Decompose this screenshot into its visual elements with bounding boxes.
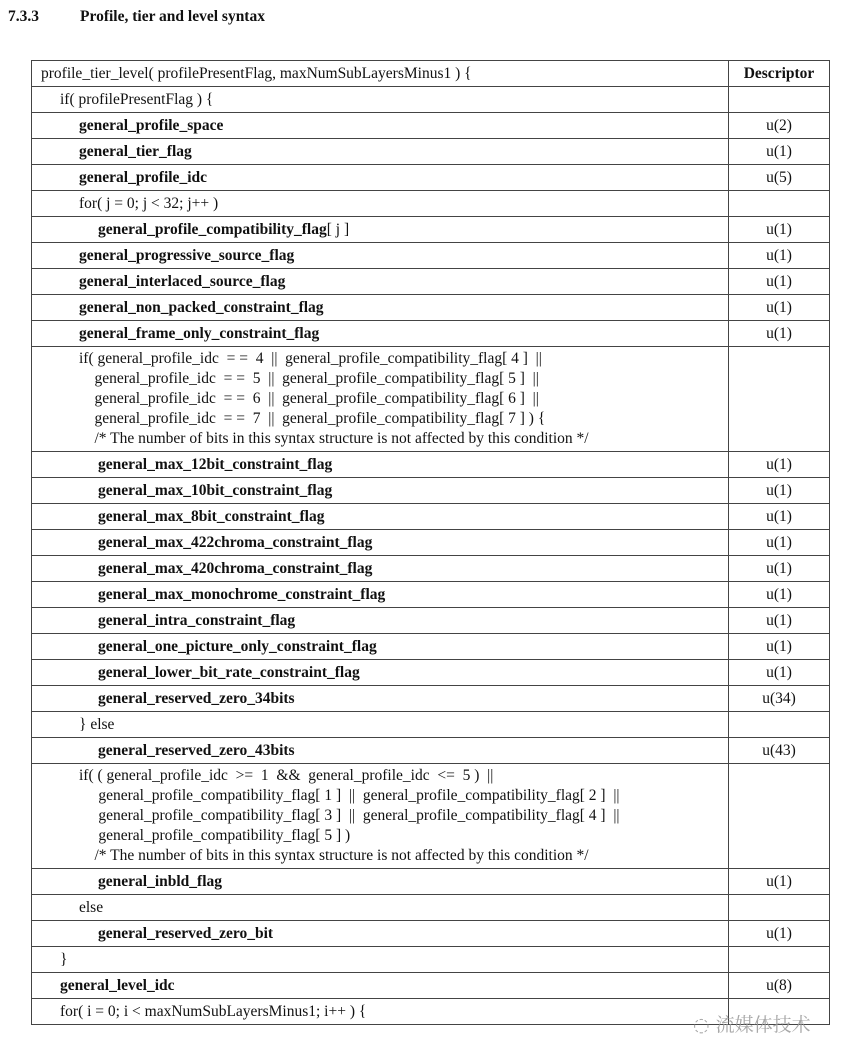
syntax-element: general_non_packed_constraint_flag	[79, 298, 324, 316]
syntax-cell	[32, 530, 729, 556]
syntax-table	[31, 60, 830, 1025]
syntax-cell	[32, 764, 729, 869]
syntax-element: general_inbld_flag	[98, 872, 223, 890]
syntax-element: general_max_12bit_constraint_flag	[98, 455, 333, 473]
section-number: 7.3.3	[8, 8, 39, 25]
syntax-cell	[32, 973, 729, 999]
table-row	[32, 686, 830, 712]
table-row	[32, 660, 830, 686]
syntax-element: general_frame_only_constraint_flag	[79, 324, 320, 342]
syntax-line: general_profile_idc = = 5 || general_profile_compatibility_flag[ 5 ] ||	[79, 370, 539, 387]
section-title: Profile, tier and level syntax	[80, 8, 265, 25]
table-row	[32, 165, 830, 191]
syntax-line: if( ( general_profile_idc >= 1 && general_profile_idc <= 5 ) ||	[79, 767, 494, 784]
table-row	[32, 295, 830, 321]
syntax-cell	[32, 139, 729, 165]
table-row	[32, 113, 830, 139]
syntax-header: profile_tier_level( profilePresentFlag, maxNumSubLayersMinus1 ) {	[32, 61, 729, 87]
wechat-icon: ◌	[693, 1014, 716, 1036]
descriptor-cell: u(43)	[729, 738, 830, 764]
syntax-element: general_one_picture_only_constraint_flag	[98, 637, 377, 655]
syntax-element: else	[79, 898, 104, 916]
syntax-cell	[32, 634, 729, 660]
syntax-cell	[32, 921, 729, 947]
syntax-element: general_max_8bit_constraint_flag	[98, 507, 325, 525]
descriptor-cell: u(1)	[729, 660, 830, 686]
syntax-element: for( j = 0; j < 32; j++ )	[79, 194, 219, 212]
descriptor-cell: u(2)	[729, 113, 830, 139]
syntax-line: general_profile_compatibility_flag[ 5 ] )	[79, 827, 351, 844]
syntax-element: general_reserved_zero_bit	[98, 924, 274, 942]
syntax-line: if( general_profile_idc = = 4 || general_profile_compatibility_flag[ 4 ] ||	[79, 350, 542, 367]
syntax-line: general_profile_idc = = 6 || general_profile_compatibility_flag[ 6 ] ||	[79, 390, 539, 407]
descriptor-cell	[729, 947, 830, 973]
syntax-element: general_max_420chroma_constraint_flag	[98, 559, 373, 577]
descriptor-cell: u(1)	[729, 530, 830, 556]
syntax-cell	[32, 87, 729, 113]
syntax-element: general_interlaced_source_flag	[79, 272, 286, 290]
descriptor-cell: u(5)	[729, 165, 830, 191]
syntax-cell	[32, 504, 729, 530]
syntax-line: general_profile_compatibility_flag[ 3 ] || general_profile_compatibility_flag[ 4 ] ||	[79, 807, 620, 824]
syntax-element: general_profile_compatibility_flag	[98, 220, 327, 238]
descriptor-cell: u(1)	[729, 921, 830, 947]
table-row	[32, 504, 830, 530]
syntax-element: general_max_10bit_constraint_flag	[98, 481, 333, 499]
syntax-element: general_reserved_zero_43bits	[98, 741, 295, 759]
descriptor-cell	[729, 895, 830, 921]
table-row	[32, 869, 830, 895]
table-row	[32, 139, 830, 165]
descriptor-cell	[729, 347, 830, 452]
syntax-cell	[32, 243, 729, 269]
syntax-element: general_profile_space	[79, 116, 224, 134]
descriptor-cell	[729, 712, 830, 738]
syntax-cell	[32, 660, 729, 686]
section-heading	[8, 8, 265, 26]
descriptor-cell: u(1)	[729, 243, 830, 269]
syntax-element: general_max_422chroma_constraint_flag	[98, 533, 373, 551]
syntax-cell	[32, 869, 729, 895]
descriptor-cell: u(1)	[729, 269, 830, 295]
syntax-element: general_tier_flag	[79, 142, 192, 160]
table-row	[32, 712, 830, 738]
table-row	[32, 608, 830, 634]
syntax-element: general_reserved_zero_34bits	[98, 689, 295, 707]
table-row	[32, 530, 830, 556]
syntax-cell	[32, 556, 729, 582]
descriptor-cell: u(1)	[729, 869, 830, 895]
syntax-cell	[32, 712, 729, 738]
descriptor-cell	[729, 764, 830, 869]
syntax-line: /* The number of bits in this syntax structure is not affected by this condition */	[79, 430, 589, 447]
syntax-cell	[32, 452, 729, 478]
table-row	[32, 895, 830, 921]
syntax-cell	[32, 217, 729, 243]
syntax-line: general_profile_compatibility_flag[ 1 ] || general_profile_compatibility_flag[ 2 ] ||	[79, 787, 620, 804]
descriptor-cell: u(1)	[729, 321, 830, 347]
syntax-element: if( profilePresentFlag ) {	[60, 90, 214, 108]
syntax-cell	[32, 738, 729, 764]
descriptor-cell: u(1)	[729, 139, 830, 165]
syntax-cell	[32, 608, 729, 634]
syntax-cell	[32, 947, 729, 973]
table-row	[32, 87, 830, 113]
descriptor-cell: u(1)	[729, 478, 830, 504]
syntax-cell	[32, 165, 729, 191]
syntax-element: }	[60, 950, 68, 968]
watermark: ◌ 流媒体技术	[693, 1014, 811, 1036]
descriptor-cell: u(1)	[729, 217, 830, 243]
table-row	[32, 764, 830, 869]
table-row	[32, 973, 830, 999]
descriptor-cell: u(1)	[729, 504, 830, 530]
descriptor-cell: u(8)	[729, 973, 830, 999]
table-row	[32, 347, 830, 452]
table-row	[32, 452, 830, 478]
syntax-cell	[32, 895, 729, 921]
descriptor-header: Descriptor	[729, 61, 830, 87]
descriptor-cell: u(34)	[729, 686, 830, 712]
syntax-line: /* The number of bits in this syntax structure is not affected by this condition */	[79, 847, 589, 864]
syntax-cell	[32, 582, 729, 608]
syntax-cell	[32, 686, 729, 712]
descriptor-cell: u(1)	[729, 608, 830, 634]
descriptor-cell: u(1)	[729, 634, 830, 660]
descriptor-cell	[729, 87, 830, 113]
table-row	[32, 582, 830, 608]
syntax-cell	[32, 999, 729, 1025]
table-row	[32, 634, 830, 660]
syntax-element: for( i = 0; i < maxNumSubLayersMinus1; i++ ) {	[60, 1002, 367, 1020]
syntax-cell	[32, 113, 729, 139]
syntax-cell	[32, 191, 729, 217]
descriptor-cell: u(1)	[729, 452, 830, 478]
table-row	[32, 269, 830, 295]
table-row	[32, 921, 830, 947]
syntax-cell	[32, 478, 729, 504]
syntax-index: [ j ]	[326, 220, 350, 238]
syntax-element: general_progressive_source_flag	[79, 246, 295, 264]
table-row	[32, 191, 830, 217]
syntax-element: } else	[79, 715, 115, 733]
syntax-element: general_lower_bit_rate_constraint_flag	[98, 663, 360, 681]
table-row	[32, 738, 830, 764]
syntax-cell	[32, 295, 729, 321]
descriptor-cell	[729, 191, 830, 217]
descriptor-cell: u(1)	[729, 295, 830, 321]
table-row	[32, 478, 830, 504]
syntax-cell	[32, 321, 729, 347]
syntax-element: general_profile_idc	[79, 168, 207, 186]
table-row	[32, 947, 830, 973]
descriptor-cell: u(1)	[729, 582, 830, 608]
table-row	[32, 243, 830, 269]
table-row	[32, 556, 830, 582]
syntax-cell	[32, 269, 729, 295]
table-header-row	[32, 61, 830, 87]
descriptor-cell: u(1)	[729, 556, 830, 582]
syntax-line: general_profile_idc = = 7 || general_profile_compatibility_flag[ 7 ] ) {	[79, 410, 546, 427]
syntax-element: general_level_idc	[60, 976, 175, 994]
syntax-element: general_intra_constraint_flag	[98, 611, 296, 629]
table-row	[32, 217, 830, 243]
table-row	[32, 321, 830, 347]
syntax-element: general_max_monochrome_constraint_flag	[98, 585, 386, 603]
syntax-cell	[32, 347, 729, 452]
